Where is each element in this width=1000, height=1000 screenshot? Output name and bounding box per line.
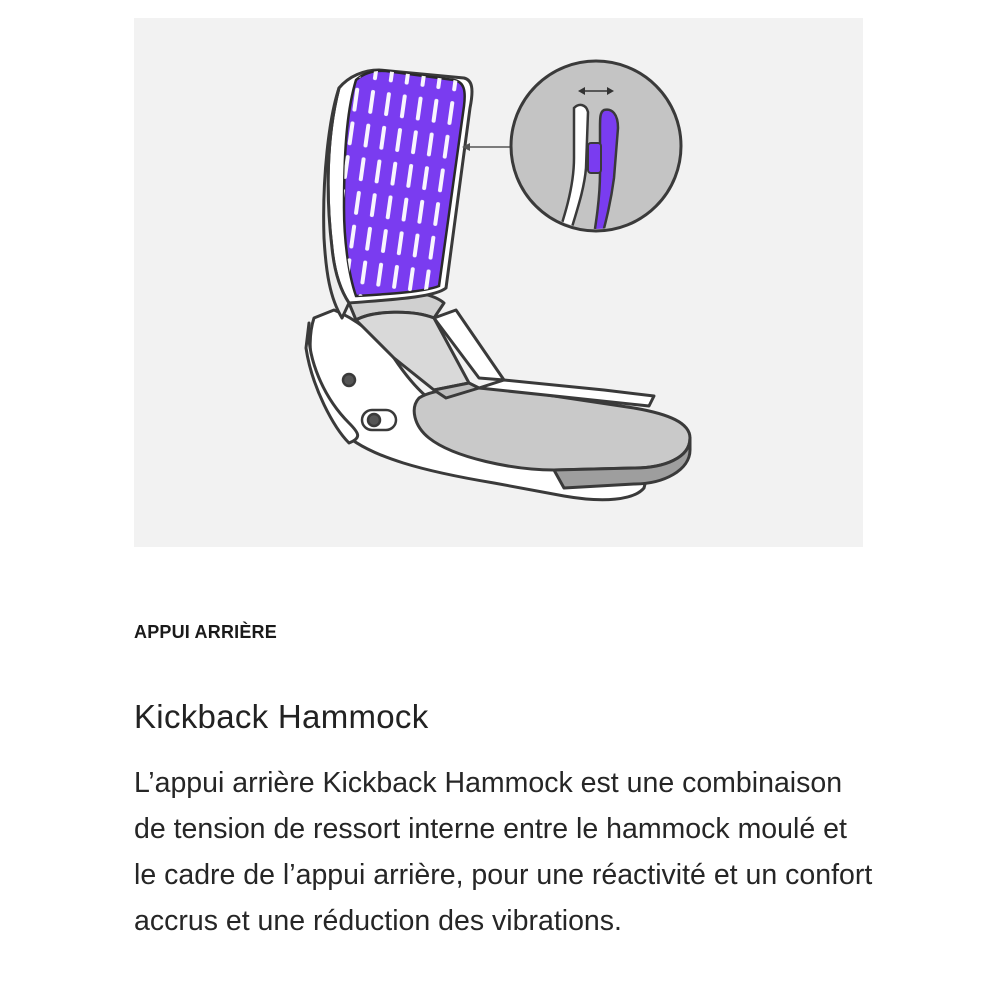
detail-magnifier [511,61,681,248]
binding-illustration [134,18,863,547]
feature-description: L’appui arrière Kickback Hammock est une combinaison de tension de ressort interne entre le hammock moulé et le cadre de l’appui arrière, pour une réactivité et un confort accrus et une réduction des vibrations. [134,767,873,937]
feature-title: Kickback Hammock [134,698,429,735]
detail-pointer-arrow [462,143,512,151]
feature-category-label: APPUI ARRIÈRE [134,622,277,642]
